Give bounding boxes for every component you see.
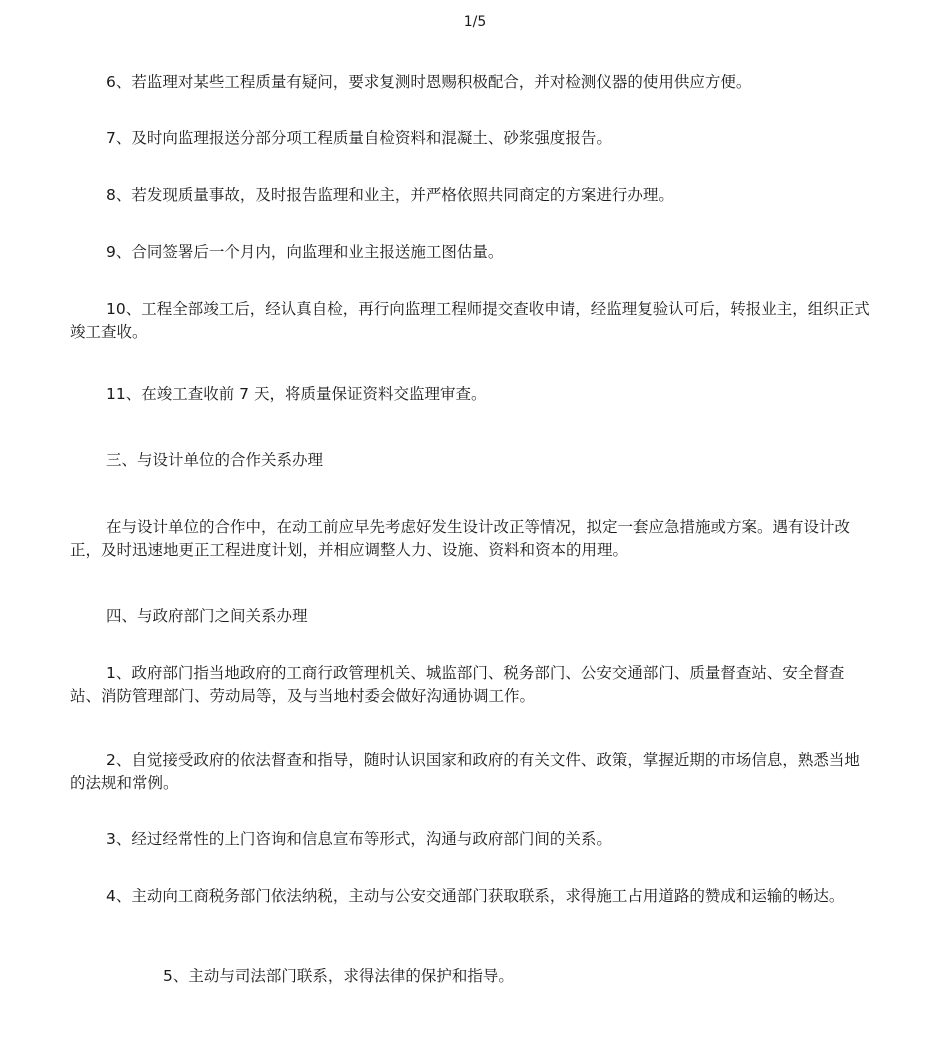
paragraph-item-6: 6、若监理对某些工程质量有疑问，要求复测时恩赐积极配合，并对检测仪器的使用供应方便。	[106, 73, 752, 91]
paragraph-design-cooperation: 在与设计单位的合作中，在动工前应早先考虑好发生设计改正等情况，拟定一套应急措施或方案。遇有设计改正，及时迅速地更正工程进度计划，并相应调整人力、设施、资料和资本的用理。	[70, 518, 851, 559]
section-heading-design: 三、与设计单位的合作关系办理	[106, 451, 324, 469]
paragraph-item-10: 10、工程全部竣工后，经认真自检，再行向监理工程师提交查收申请，经监理复验认可后，转报业主，组织正式竣工查收。	[70, 300, 870, 341]
paragraph-gov-5: 5、主动与司法部门联系，求得法律的保护和指导。	[163, 967, 514, 985]
paragraph-gov-4: 4、主动向工商税务部门依法纳税，主动与公安交通部门获取联系，求得施工占用道路的赞成和运输的畅达。	[106, 887, 845, 905]
paragraph-item-9: 9、合同签署后一个月内，向监理和业主报送施工图估量。	[106, 243, 504, 261]
section-heading-government: 四、与政府部门之间关系办理	[106, 607, 308, 625]
paragraph-item-8: 8、若发现质量事故，及时报告监理和业主，并严格依照共同商定的方案进行办理。	[106, 186, 674, 204]
paragraph-gov-3: 3、经过经常性的上门咨询和信息宣布等形式，沟通与政府部门间的关系。	[106, 830, 612, 848]
paragraph-item-11: 11、在竣工查收前 7 天，将质量保证资料交监理审查。	[106, 385, 487, 403]
paragraph-gov-2: 2、自觉接受政府的依法督查和指导，随时认识国家和政府的有关文件、政策，掌握近期的市场信息，熟悉当地的法规和常例。	[70, 751, 860, 792]
paragraph-gov-1: 1、政府部门指当地政府的工商行政管理机关、城监部门、税务部门、公安交通部门、质量督查站、安全督查站、消防管理部门、劳动局等，及与当地村委会做好沟通协调工作。	[70, 664, 845, 705]
paragraph-item-7: 7、及时向监理报送分部分项工程质量自检资料和混凝土、砂浆强度报告。	[106, 129, 612, 147]
page-number: 1/5	[463, 14, 487, 30]
